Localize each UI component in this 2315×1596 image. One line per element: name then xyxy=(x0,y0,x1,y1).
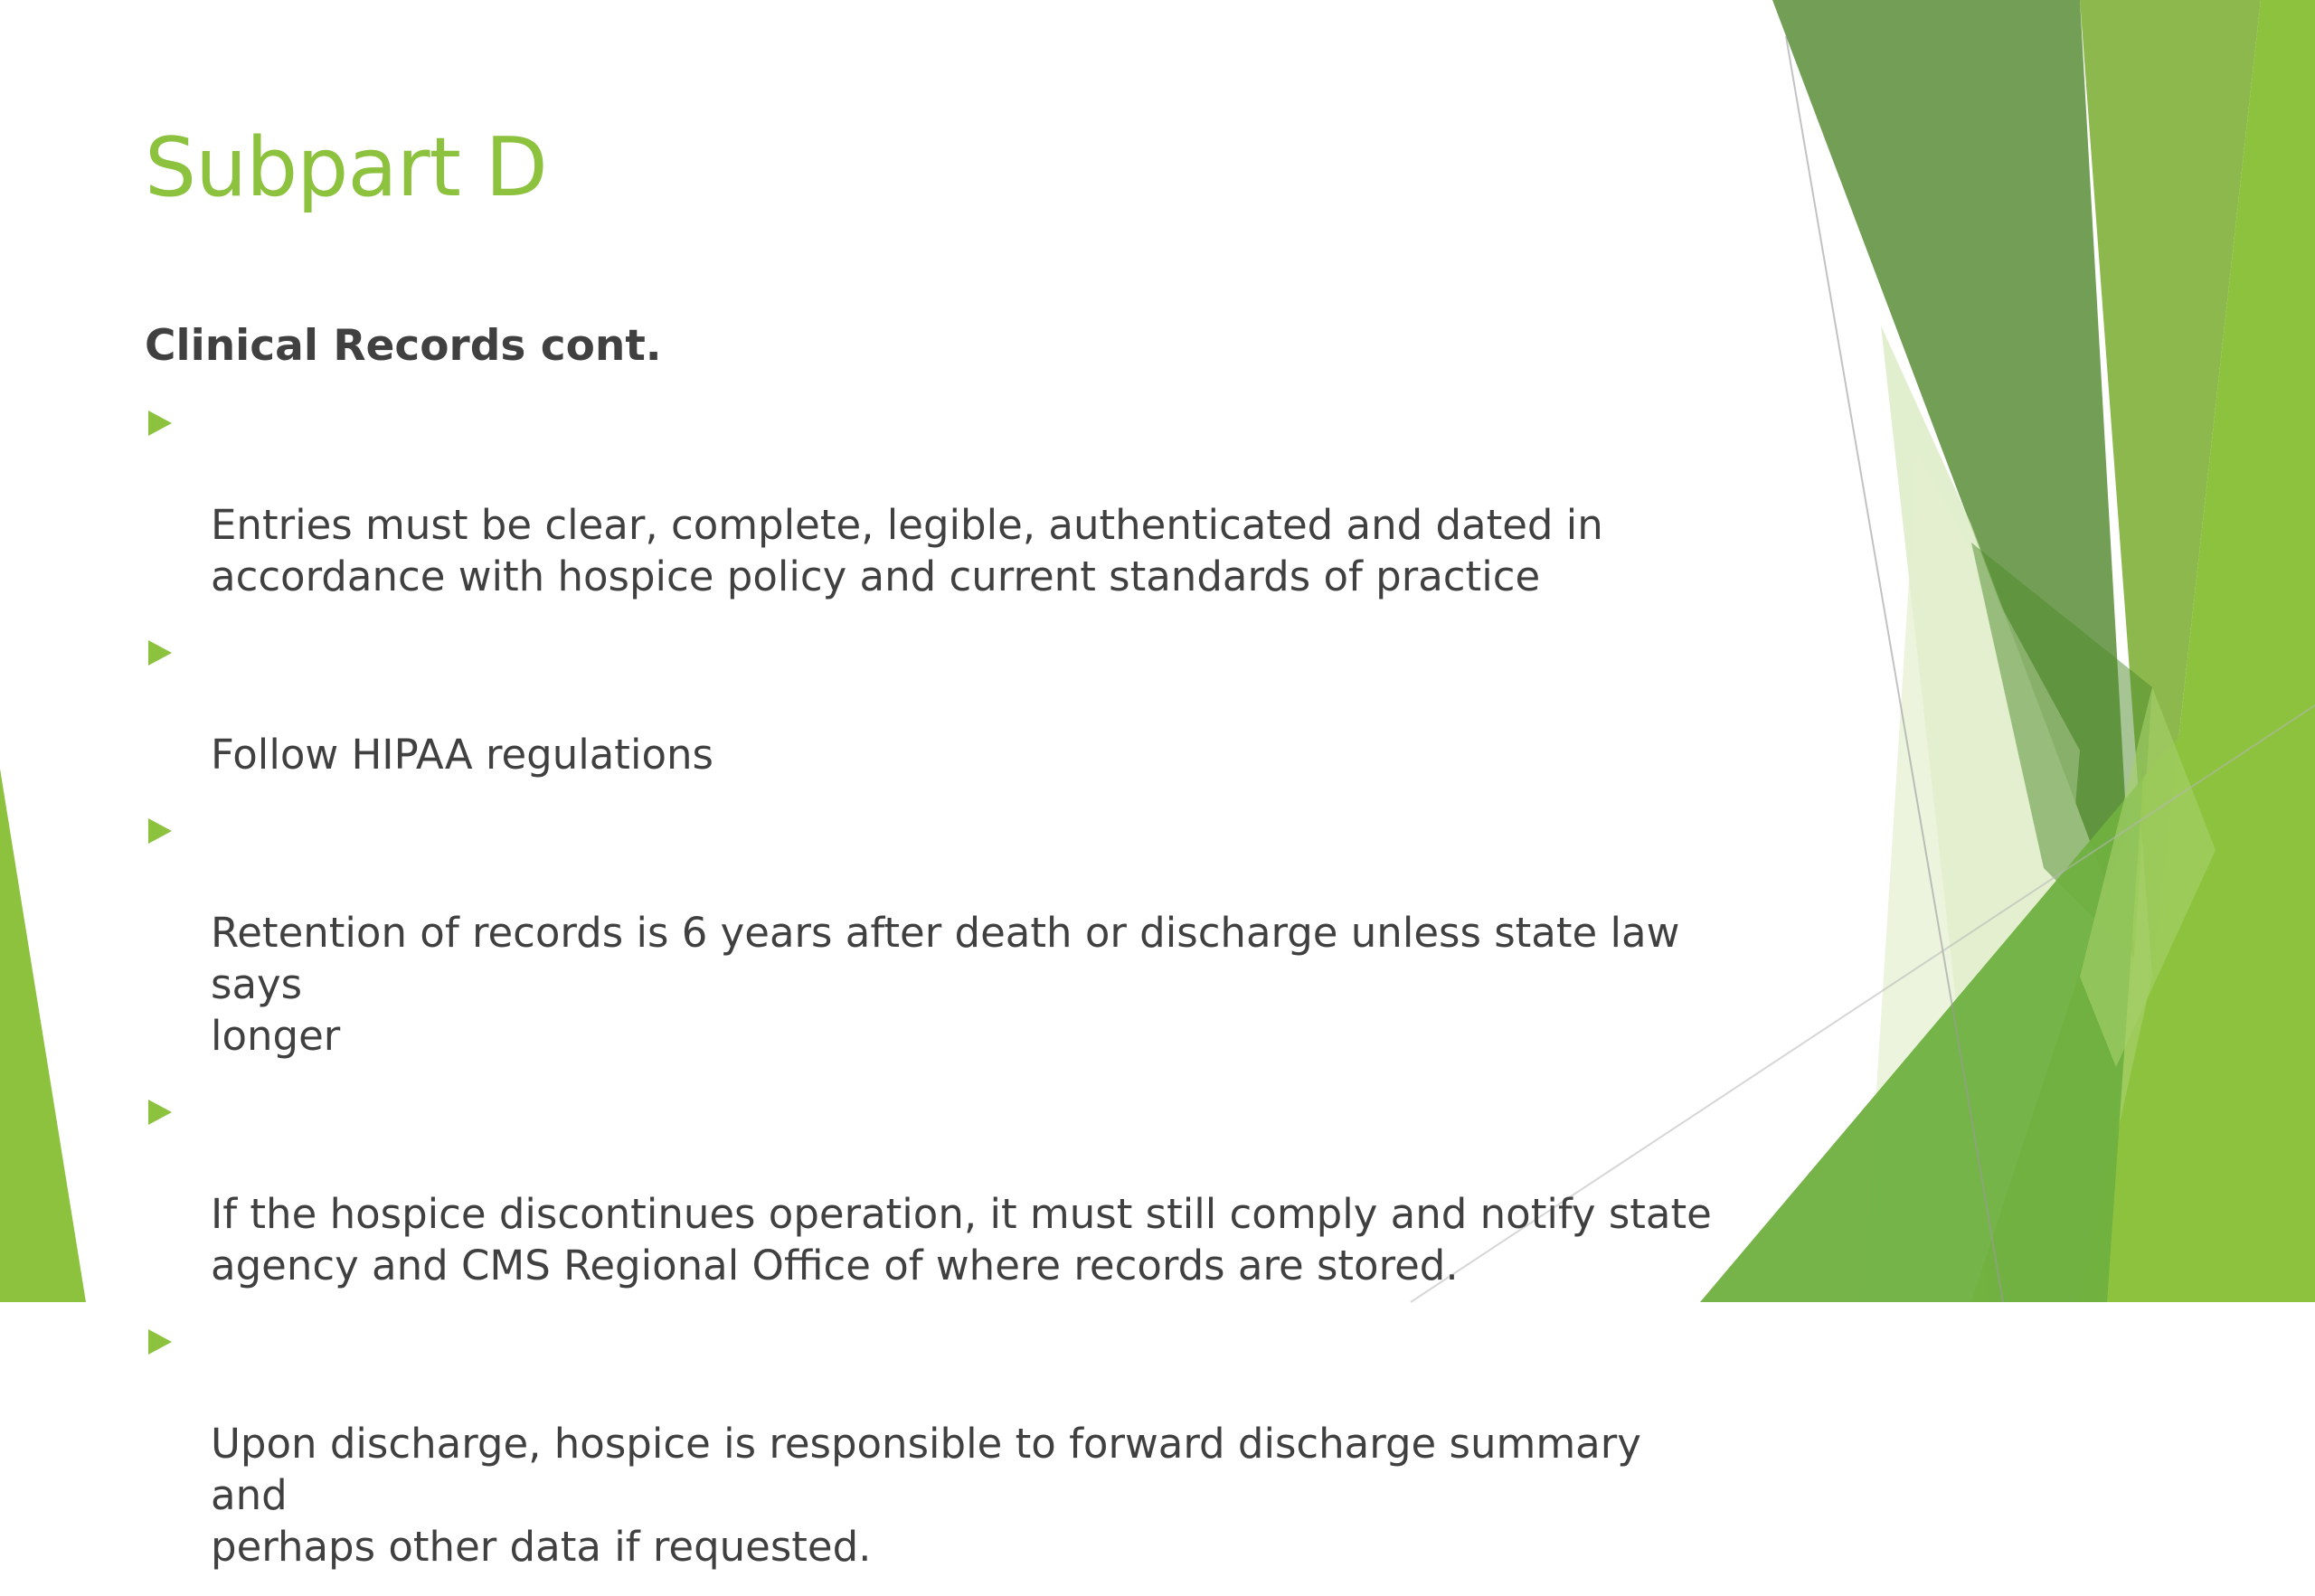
decor-shape-left-wedge xyxy=(0,769,86,1302)
bullet-item xyxy=(145,804,1718,1062)
bullet-text: If the hospice discontinues operation, it must still comply and notify state agency and CMS Regional Office of where records are stored. xyxy=(211,1190,1712,1289)
slide-content xyxy=(145,318,1718,1596)
slide-title: Subpart D xyxy=(145,120,547,215)
bullet-text: Upon discharge, hospice is responsible to forward discharge summary and perhaps other data if requested. xyxy=(211,1420,1641,1571)
bullet-list xyxy=(145,396,1718,1572)
bullet-text: Follow HIPAA regulations xyxy=(211,731,713,779)
bullet-item xyxy=(145,626,1718,780)
triangle-right-icon xyxy=(148,1329,172,1355)
triangle-right-icon xyxy=(148,411,172,436)
bullet-item xyxy=(145,1315,1718,1572)
bullet-text: Retention of records is 6 years after death or discharge unless state law says longer xyxy=(211,909,1680,1060)
bullet-item xyxy=(145,396,1718,602)
triangle-right-icon xyxy=(148,640,172,666)
bullet-text: Entries must be clear, complete, legible, authenticated and dated in accordance with hospice policy and current standards of practice xyxy=(211,501,1603,600)
bullet-item xyxy=(145,1085,1718,1291)
triangle-right-icon xyxy=(148,818,172,844)
slide-subheading: Clinical Records cont. xyxy=(145,321,662,371)
triangle-right-icon xyxy=(148,1100,172,1125)
